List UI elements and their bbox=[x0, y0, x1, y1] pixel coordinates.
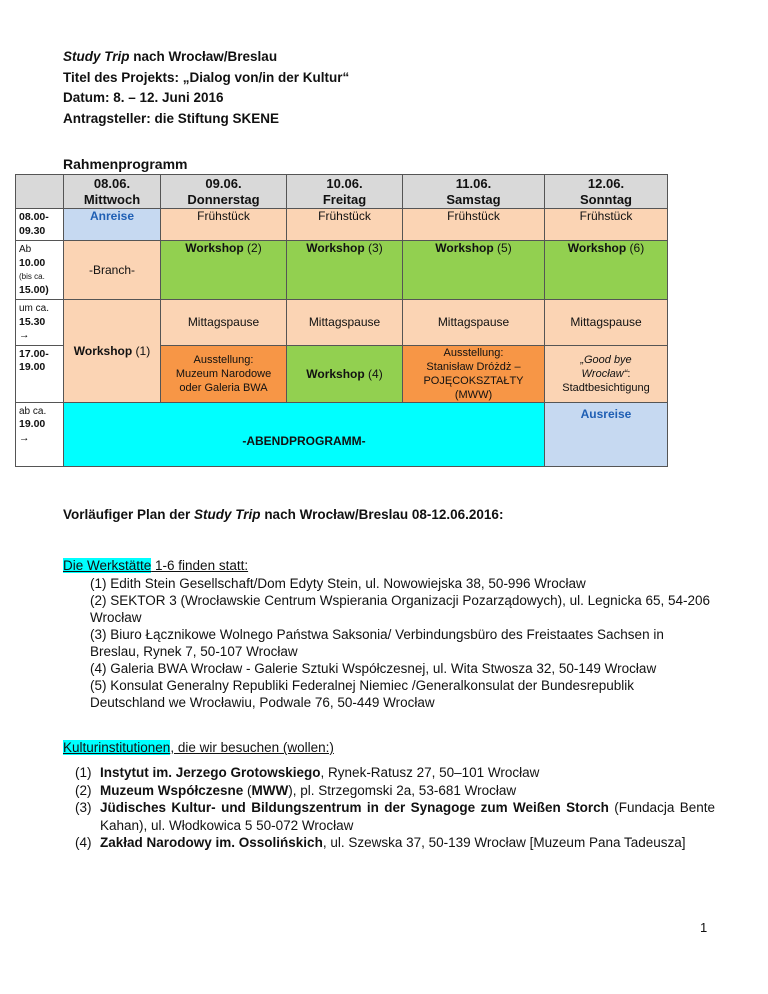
list-item: (2) SEKTOR 3 (Wrocławskie Centrum Wspierania Organizacji Pozarządowych), ul. Legnicka 65, 54-206 Wrocław bbox=[90, 593, 711, 625]
fruehstueck-cell: Frühstück bbox=[287, 209, 403, 241]
list-item: (3) Jüdisches Kultur- und Bildungszentrum in der Synagoge zum Weißen Storch (Fundacja Bente Kahan), ul. Włodkowica 5 50-072 Wrocław bbox=[75, 800, 716, 833]
kultur-list bbox=[75, 764, 715, 852]
list-item: (5) Konsulat Generalny Republiki Federalnej Niemiec /Generalkonsulat der Bundesrepublik Deutschland we Wrocławiu, Podwale 76, 50-449 Wrocław bbox=[90, 678, 635, 710]
document-header bbox=[63, 47, 349, 129]
list-item: (1) Edith Stein Gesellschaft/Dom Edyty Stein, ul. Nowowiejska 38, 50-996 Wrocław bbox=[90, 576, 586, 591]
day-header: 09.06. Donnerstag bbox=[161, 175, 287, 209]
ausstellung-1-cell: Ausstellung: Muzeum Narodowe oder Galeria BWA bbox=[161, 345, 287, 402]
list-item: (1) Instytut im. Jerzego Grotowskiego, Rynek-Ratusz 27, 50–101 Wrocław bbox=[75, 765, 540, 780]
workshop-3-cell: Workshop (3) bbox=[287, 241, 403, 300]
corner-cell bbox=[16, 175, 64, 209]
list-item: (4) Zakład Narodowy im. Ossolińskich, ul. Szewska 37, 50-139 Wrocław [Muzeum Pana Tadeusza] bbox=[75, 835, 686, 850]
werkstaette-title: Die Werkstätte 1-6 finden statt: bbox=[63, 558, 249, 573]
anreise-cell: Anreise bbox=[64, 209, 161, 241]
time-cell: 08.00- 09.30 bbox=[16, 209, 64, 241]
werkstaette-list bbox=[90, 575, 710, 711]
header-line-2: Titel des Projekts: „Dialog von/in der Kultur“ bbox=[63, 69, 350, 85]
mittag-cell: Mittagspause bbox=[287, 300, 403, 346]
fruehstueck-cell: Frühstück bbox=[161, 209, 287, 241]
workshop-1-cell: Workshop (1) bbox=[64, 300, 161, 403]
schedule-heading: Rahmenprogramm bbox=[63, 156, 188, 172]
mittag-cell: Mittagspause bbox=[161, 300, 287, 346]
page-number: 1 bbox=[700, 920, 708, 935]
workshop-4-cell: Workshop (4) bbox=[287, 345, 403, 402]
workshop-2-cell: Workshop (2) bbox=[161, 241, 287, 300]
time-cell: ab ca. 19.00 → bbox=[16, 402, 64, 466]
workshop-6-cell: Workshop (6) bbox=[545, 241, 668, 300]
header-line-4: Antragsteller: die Stiftung SKENE bbox=[63, 110, 280, 126]
kultur-title: Kulturinstitutionen, die wir besuchen (wollen:) bbox=[63, 740, 334, 755]
day-header: 11.06. Samstag bbox=[403, 175, 545, 209]
day-header: 12.06. Sonntag bbox=[545, 175, 668, 209]
time-cell: um ca. 15.30 → bbox=[16, 300, 64, 346]
branch-cell: -Branch- bbox=[64, 241, 161, 300]
mittag-cell: Mittagspause bbox=[403, 300, 545, 346]
list-item: (3) Biuro Łącznikowe Wolnego Państwa Saksonia/ Verbindungsbüro des Freistaates Sachsen in Breslau, Rynek 7, 50-107 Wrocław bbox=[90, 627, 664, 659]
day-header: 08.06. Mittwoch bbox=[64, 175, 161, 209]
ausreise-cell: Ausreise bbox=[545, 402, 668, 466]
mittag-cell: Mittagspause bbox=[545, 300, 668, 346]
header-line-1: Study Trip nach Wrocław/Breslau bbox=[63, 49, 278, 64]
abendprogramm-cell: -ABENDPROGRAMM- bbox=[64, 402, 545, 466]
list-item: (2) Muzeum Współczesne (MWW), pl. Strzegomski 2a, 53-681 Wrocław bbox=[75, 782, 517, 798]
fruehstueck-cell: Frühstück bbox=[545, 209, 668, 241]
header-line-3: Datum: 8. – 12. Juni 2016 bbox=[63, 90, 224, 105]
time-cell: Ab 10.00 (bis ca. 15.00) bbox=[16, 241, 64, 300]
plan-caption: Vorläufiger Plan der Study Trip nach Wrocław/Breslau 08-12.06.2016: bbox=[63, 507, 504, 522]
fruehstueck-cell: Frühstück bbox=[403, 209, 545, 241]
list-item: (4) Galeria BWA Wrocław - Galerie Sztuki Współczesnej, ul. Wita Stwosza 32, 50-149 Wrocław bbox=[90, 661, 657, 676]
ausstellung-2-cell: Ausstellung: Stanisław Dróżdż – POJĘCOKSZTAŁTY (MWW) bbox=[403, 345, 545, 402]
time-cell: 17.00- 19.00 bbox=[16, 345, 64, 402]
workshop-5-cell: Workshop (5) bbox=[403, 241, 545, 300]
schedule-table bbox=[15, 174, 668, 467]
day-header: 10.06. Freitag bbox=[287, 175, 403, 209]
goodbye-cell: „Good bye Wrocław“: Stadtbesichtigung bbox=[545, 345, 668, 402]
